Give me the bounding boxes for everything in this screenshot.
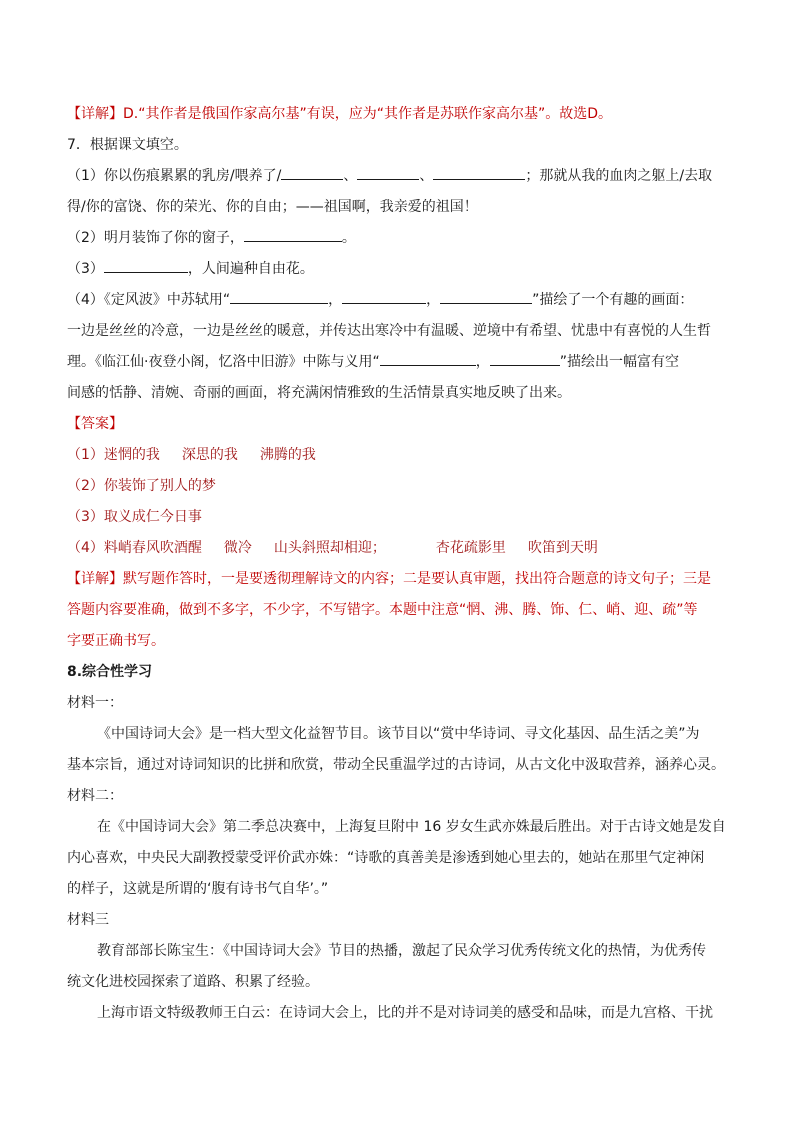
fill-blank xyxy=(440,288,532,304)
q7-detail-cont: 答题内容要准确，做到不多字，不少字，不写错字。本题中注意“惘、沸、腾、饰、仁、峭、迎、疏”等 xyxy=(67,602,698,618)
answer-3: （3）取义成仁今日事 xyxy=(67,509,202,525)
answer-tag: 【答案】 xyxy=(67,416,123,432)
q7-item-4-cont: 间感的恬静、清婉、奇丽的画面，将充满闲情雅致的生活情景真实地反映了出来。 xyxy=(67,385,571,401)
answer-1: （1）迷惘的我 深思的我 沸腾的我 xyxy=(67,447,316,463)
q7-title: 7．根据课文填空。 xyxy=(67,137,188,153)
q7-item-3: （3） ，人间遍种自由花。 xyxy=(67,254,727,285)
answer-2: （2）你装饰了别人的梦 xyxy=(67,478,216,494)
fill-blank xyxy=(342,288,426,304)
material-1-label: 材料一： xyxy=(67,695,123,711)
material-3-text: 上海市语文特级教师王白云：在诗词大会上，比的并不是对诗词美的感受和品味，而是九宫格、干扰 xyxy=(97,1005,713,1021)
answer-4: （4）料峭春风吹酒醒 微冷 山头斜照却相迎； 杏花疏影里 吹笛到天明 xyxy=(67,540,598,556)
material-3-text: 教育部部长陈宝生：《中国诗词大会》节目的热播，激起了民众学习优秀传统文化的热情，为优秀传 xyxy=(97,943,706,959)
detail-tag: 【详解】 xyxy=(67,571,123,587)
material-2-text: 内心喜欢，中央民大副教授蒙受评价武亦姝：“诗歌的真善美是渗透到她心里去的，她站在那里气定神闲 xyxy=(67,850,705,866)
material-2-text: 在《中国诗词大会》第二季总决赛中，上海复旦附中 16 岁女生武亦姝最后胜出。对于古诗文她是发自 xyxy=(97,819,726,835)
fill-blank xyxy=(433,164,525,180)
q6-detail xyxy=(67,99,727,130)
material-3-text: 统文化进校园探索了道路、积累了经验。 xyxy=(67,974,319,990)
fill-blank xyxy=(104,257,188,273)
detail-text: D.“其作者是俄国作家高尔基”有误，应为“其作者是苏联作家高尔基”。故选D。 xyxy=(123,106,613,122)
q7-item-1: （1）你以伤痕累累的乳房/喂养了/ 、 、 ；那就从我的血肉之躯上/去取 xyxy=(67,161,727,192)
q7-item-4-cont: 一边是丝丝的冷意，一边是丝丝的暖意，并传达出寒冷中有温暖、逆境中有希望、忧患中有喜悦的人生哲 xyxy=(67,323,711,339)
fill-blank xyxy=(380,350,476,366)
q7-item-2: （2）明月装饰了你的窗子， 。 xyxy=(67,223,727,254)
fill-blank xyxy=(281,164,343,180)
q7-item-1-cont: 得/你的富饶、你的荣光、你的自由；——祖国啊，我亲爱的祖国！ xyxy=(67,199,478,215)
fill-blank xyxy=(357,164,419,180)
q8-title: 8.综合性学习 xyxy=(67,664,153,680)
fill-blank xyxy=(244,226,342,242)
material-2-label: 材料二： xyxy=(67,788,123,804)
q7-item-4: （4）《定风波》中苏轼用“ ， ， ”描绘了一个有趣的画面： xyxy=(67,285,727,316)
document-body xyxy=(67,99,727,1029)
fill-blank xyxy=(490,350,560,366)
q7-detail-cont: 字要正确书写。 xyxy=(67,633,165,649)
material-2-text: 的样子，这就是所谓的‘腹有诗书气自华’。” xyxy=(67,881,329,897)
q7-detail: 【详解】默写题作答时，一是要透彻理解诗文的内容；二是要认真审题，找出符合题意的诗文句子；三是 xyxy=(67,571,711,587)
fill-blank xyxy=(230,288,328,304)
q7-item-4-cont: 理。《临江仙·夜登小阁，忆洛中旧游》中陈与义用“ ， ”描绘出一幅富有空 xyxy=(67,347,727,378)
material-1-text: 基本宗旨，通过对诗词知识的比拼和欣赏，带动全民重温学过的古诗词，从古文化中汲取营养，涵养心灵。 xyxy=(67,757,725,773)
material-3-label: 材料三 xyxy=(67,912,109,928)
detail-tag: 【详解】 xyxy=(67,106,123,122)
material-1-text: 《中国诗词大会》是一档大型文化益智节目。该节目以“赏中华诗词、寻文化基因、品生活之美”为 xyxy=(97,726,700,742)
